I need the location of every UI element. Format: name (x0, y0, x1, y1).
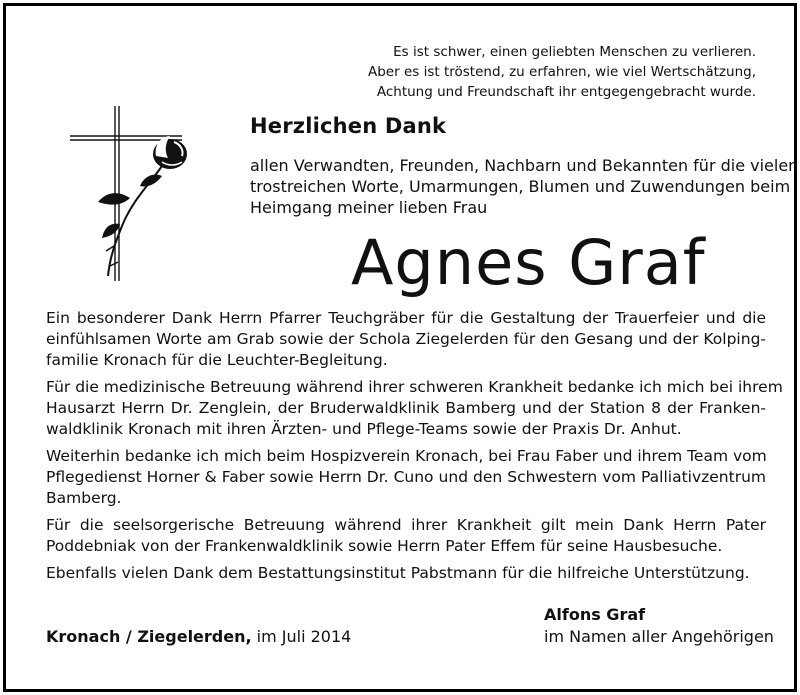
paragraph (46, 446, 766, 509)
paragraph-line: Für die seelsorgerische Betreuung während ihrer Krankheit gilt mein Dank Herrn Pater (46, 516, 766, 534)
quote-line: Achtung und Freundschaft ihr entgegengebracht wurde. (376, 84, 756, 100)
intro-line: trostreichen Worte, Umarmungen, Blumen und Zuwendungen beim (250, 177, 791, 196)
paragraph-line: waldklinik Kronach mit ihren Ärzten- und Pflege-Teams sowie der Praxis Dr. Anhut. (46, 420, 682, 438)
intro-line: allen Verwandten, Freunden, Nachbarn und Bekannten für die vielen (250, 156, 799, 175)
paragraph-line: familie Kronach für die Leuchter-Begleitung. (46, 351, 388, 369)
paragraph-line: Bamberg. (46, 489, 122, 507)
signature-date: im Juli 2014 (256, 627, 352, 646)
paragraph-line: Weiterhin bedanke ich mich beim Hospizverein Kronach, bei Frau Faber und ihrem Team vom (46, 447, 767, 465)
heading: Herzlichen Dank (250, 114, 447, 138)
opening-quote (336, 42, 756, 102)
deceased-name: Agnes Graf (351, 226, 706, 299)
paragraph-line: Für die medizinische Betreuung während ihrer schweren Krankheit bedanke ich mich bei ihrem (46, 378, 783, 396)
quote-line: Aber es ist tröstend, zu erfahren, wie viel Wertschätzung, (368, 64, 756, 80)
paragraph-line: Poddebniak von der Frankenwaldklinik sowie Herrn Pater Effem für seine Hausbesuche. (46, 537, 723, 555)
paragraph-line: einfühlsamen Worte am Grab sowie der Schola Ziegelerden für den Gesang und der Kolping- (46, 330, 766, 348)
quote-line: Es ist schwer, einen geliebten Menschen zu verlieren. (393, 44, 756, 60)
signature-name: Alfons Graf (544, 605, 646, 624)
signature-place-date (46, 627, 351, 646)
paragraph-line: Ebenfalls vielen Dank dem Bestattungsinstitut Pabstmann für die hilfreiche Unterstützung. (46, 564, 750, 582)
intro-text (250, 155, 799, 218)
paragraph-line: Ein besonderer Dank Herrn Pfarrer Teuchgräber für die Gestaltung der Trauerfeier und die (46, 309, 766, 327)
body-text (46, 308, 783, 590)
paragraph (46, 308, 766, 371)
paragraph (46, 515, 766, 557)
cross-with-rose-icon (70, 106, 200, 281)
obituary-notice (3, 3, 797, 692)
paragraph-line: Hausarzt Herrn Dr. Zenglein, der Bruderwaldklinik Bamberg und der Station 8 der Franken- (46, 399, 766, 417)
paragraph (46, 377, 783, 440)
paragraph (46, 563, 766, 584)
paragraph-line: Pflegedienst Horner & Faber sowie Herrn Dr. Cuno und den Schwestern vom Palliativzentrum (46, 468, 766, 486)
signature-block (544, 604, 774, 648)
signature-place: Kronach / Ziegelerden, (46, 627, 252, 646)
intro-line: Heimgang meiner lieben Frau (250, 198, 488, 217)
signature-subline: im Namen aller Angehörigen (544, 627, 774, 646)
